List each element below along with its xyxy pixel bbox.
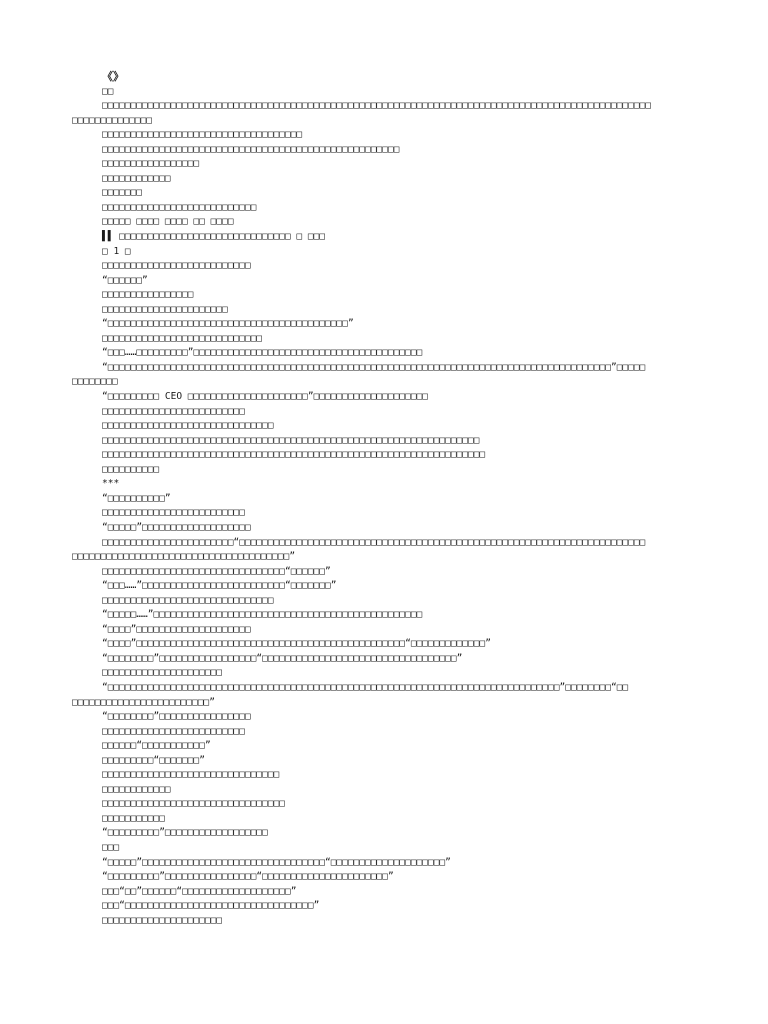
text-line: □□□□□□□□□□□□□□□□□□□□□□□□” [72, 696, 215, 708]
text-line: □□□□□□□□□□□□ [102, 783, 171, 795]
text-line: □□□□□□□□□□□□□□□□□□□□□□□□□ [102, 507, 245, 519]
text-line: □□□□□□□□□□□□□□□□□ [102, 158, 200, 170]
text-line: □□□□□□□□□□□□□□□□□□□□□□□□□□□□□□□□ [102, 798, 286, 810]
text-line: □□□□□□□□□□□□□□ [72, 114, 153, 126]
text-line: “□□□……□□□□□□□□□”□□□□□□□□□□□□□□□□□□□□□□□□□□□□□□□□□□□□□□□□ [102, 347, 423, 359]
text-line: □□□□□□□□□□□□□□□□□□□□□□□□□□□□□□□□“□□□□□□” [102, 565, 331, 577]
text-line: □□□“□□”□□□□□□“□□□□□□□□□□□□□□□□□□□” [102, 885, 297, 897]
text-line: □□□□□□□□□□□□□□□□□□□□□□□□□□□□□□□□□□□□□□□□□□□□□□□□□□□□□□□□□□□□□□□□□□ [102, 434, 480, 446]
text-line: □□□□□□□□□□□□□□□□□□□□□□□□□□□□□□□□□□□□□□□□□□□□□□□□□□□□□□□□□□□□□□□□□□□□□□□□□□□□□□□□□□□□□□□□□□□□□□□□ [102, 100, 652, 112]
text-line: “□□□□□□□□□”□□□□□□□□□□□□□□□□□□ [102, 827, 268, 839]
text-line: “□□□□”□□□□□□□□□□□□□□□□□□□□ [102, 623, 251, 635]
text-line: □□□□□□□□□□□□□□□□□□□□□□□□□□ [102, 260, 251, 272]
text-line: □□□□□□□□□□□□□□□□□□□□□□□□□□□ [102, 201, 257, 213]
text-line: □□□□□□□□□□□□□□□□□□□□□□□□□ [102, 405, 245, 417]
text-line: □□□□□□□□□□□□□□□□ [102, 289, 194, 301]
text-line: “□□□□□□□□□□□□□□□□□□□□□□□□□□□□□□□□□□□□□□□□□□□□□□□□□□□□□□□□□□□□□□□□□□□□□□□□□□□□□□□□□□□□□□□□”□□□□□ [102, 361, 646, 373]
text-line: “□□□□□”□□□□□□□□□□□□□□□□□□□ [102, 521, 251, 533]
text-line: □□□□□□□□ [72, 376, 118, 388]
text-line: “□□□□□□□□□”□□□□□□□□□□□□□□□□“□□□□□□□□□□□□□□□□□□□□□□” [102, 871, 394, 883]
text-line: □□□□□□□□□□□□□□□□□□□□□□□□□□□□□□ [102, 594, 274, 606]
text-line: □ 1 □ [102, 245, 131, 257]
text-line: “□□□……”□□□□□□□□□□□□□□□□□□□□□□□□□“□□□□□□□” [102, 580, 337, 592]
document-title: 《》 [102, 70, 124, 83]
document-body [72, 70, 702, 928]
text-line: “□□□□□”□□□□□□□□□□□□□□□□□□□□□□□□□□□□□□□□“□□□□□□□□□□□□□□□□□□□□” [102, 856, 451, 868]
text-line: “□□□□□□□□”□□□□□□□□□□□□□□□□ [102, 711, 251, 723]
text-line: □□□□□□□□□□□□□□□□□□□□□□□□□□□□□□□□□□□□□□” [72, 551, 296, 563]
text-line: □□□□□□□□□□□□□□□□□□□□□□ [102, 303, 228, 315]
text-line: □□□□□□□□□□□□□□□□□□□□□ [102, 914, 223, 926]
text-line: □□□□□□□□□□□□□□□□□□□□□□□□□□□□□□□□□□□□□□□□□□□□□□□□□□□□ [102, 143, 400, 155]
text-line: □□□□□□□□□□□□□□□□□□□□□□□□□□□□□□□ [102, 769, 280, 781]
text-line: □□□□□□□□□□□□□□□□□□□□□□□□□□□□□□ [102, 420, 274, 432]
text-line: “□□□□□□□□□□” [102, 492, 171, 504]
text-line: □□□□□□□□□“□□□□□□□” [102, 754, 205, 766]
text-line: “□□□□□……”□□□□□□□□□□□□□□□□□□□□□□□□□□□□□□□□□□□□□□□□□□□□□□□ [102, 609, 423, 621]
text-line: □□□□□□□□□□□□□□□□□□□□□□□□□□□□ [102, 332, 263, 344]
text-line: □□□□□□□□□□□□□□□□□□□□□□□“□□□□□□□□□□□□□□□□□□□□□□□□□□□□□□□□□□□□□□□□□□□□□□□□□□□□□□□□□□□□□□□□□□□□□□□ [102, 536, 646, 548]
text-line: □□□□□□□□□□□□□□□□□□□□□□□□□ [102, 725, 245, 737]
text-line: □□□□□□“□□□□□□□□□□□” [102, 740, 211, 752]
text-line: ▌▌ □□□□□□□□□□□□□□□□□□□□□□□□□□□□□□ □ □□□ [102, 231, 326, 243]
text-line: “□□□□□□□□□ CEO □□□□□□□□□□□□□□□□□□□□□”□□□□□□□□□□□□□□□□□□□□ [102, 391, 429, 403]
text-line: □□□□□□□□□□□□ [102, 172, 171, 184]
text-line: □□ [102, 85, 114, 97]
text-line: □□□□□□□□□□□□□□□□□□□□□ [102, 667, 223, 679]
text-line: “□□□□□□□□□□□□□□□□□□□□□□□□□□□□□□□□□□□□□□□□□□□□□□□□□□□□□□□□□□□□□□□□□□□□□□□□□□□□□□□”□□□□□□□□“□□ [102, 681, 629, 693]
text-line: “□□□□□□” [102, 274, 148, 286]
text-line: *** [102, 478, 120, 490]
text-line: “□□□□”□□□□□□□□□□□□□□□□□□□□□□□□□□□□□□□□□□□□□□□□□□□□□□□“□□□□□□□□□□□□□” [102, 638, 491, 650]
text-line: “□□□□□□□□□□□□□□□□□□□□□□□□□□□□□□□□□□□□□□□□□□” [102, 318, 354, 330]
text-line: □□□□□□□□□□□ [102, 812, 165, 824]
text-line: □□□ [102, 841, 120, 853]
text-line: □□□□□□□□□□□□□□□□□□□□□□□□□□□□□□□□□□□□□□□□□□□□□□□□□□□□□□□□□□□□□□□□□□□ [102, 449, 486, 461]
text-line: □□□□□□□□□□ [102, 463, 160, 475]
text-line: □□□□□□□ [102, 187, 143, 199]
text-line: □□□□□ □□□□ □□□□ □□ □□□□ [102, 216, 234, 228]
text-line: □□□“□□□□□□□□□□□□□□□□□□□□□□□□□□□□□□□□□” [102, 900, 320, 912]
text-line: □□□□□□□□□□□□□□□□□□□□□□□□□□□□□□□□□□□ [102, 129, 303, 141]
text-line: “□□□□□□□□”□□□□□□□□□□□□□□□□□“□□□□□□□□□□□□□□□□□□□□□□□□□□□□□□□□□□” [102, 652, 463, 664]
